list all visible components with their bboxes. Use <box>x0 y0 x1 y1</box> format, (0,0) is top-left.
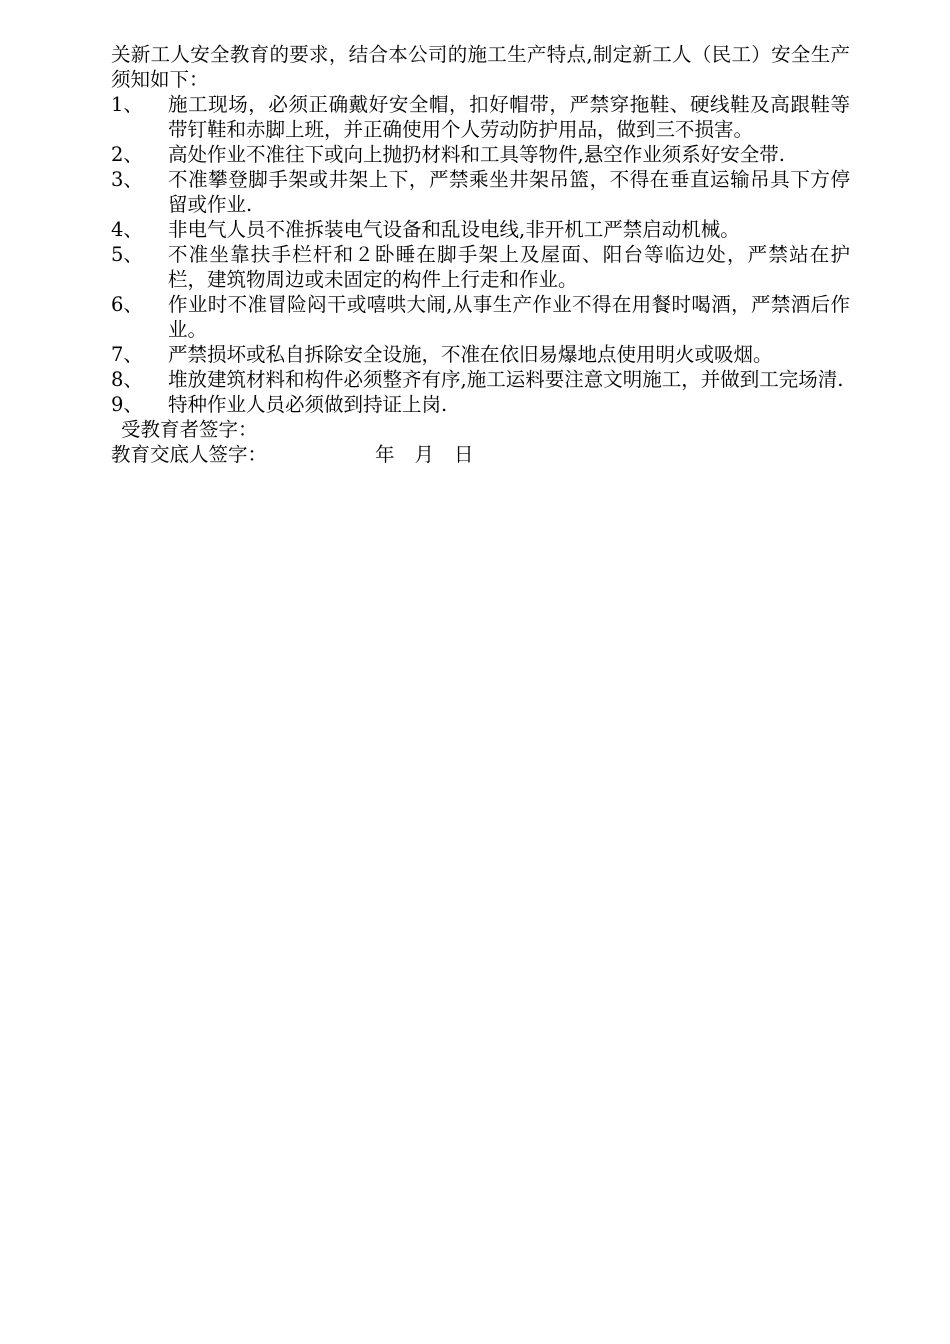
date-month: 月 <box>414 443 435 466</box>
date-year: 年 <box>375 443 395 466</box>
rule-number: 6、 <box>111 293 143 316</box>
document-page <box>111 42 850 467</box>
rule-number: 1、 <box>111 93 143 116</box>
list-item <box>111 92 850 142</box>
list-item <box>111 292 850 342</box>
list-item <box>111 167 850 217</box>
rule-number: 4、 <box>111 218 143 241</box>
rule-number: 5、 <box>111 243 143 266</box>
rule-text: 非电气人员不准拆装电气设备和乱设电线,非开机工严禁启动机械。 <box>168 218 740 241</box>
rule-text: 特种作业人员必须做到持证上岗. <box>168 393 448 416</box>
rule-number: 7、 <box>111 343 143 366</box>
list-item <box>111 392 850 417</box>
rule-number: 3、 <box>111 168 143 191</box>
rule-text: 堆放建筑材料和构件必须整齐有序,施工运料要注意文明施工，并做到工完场清. <box>168 368 844 391</box>
rule-text: 施工现场，必须正确戴好安全帽，扣好帽带，严禁穿拖鞋、硬线鞋及高跟鞋等带钉鞋和赤脚上班，并正确使用个人劳动防护用品，做到三不损害。 <box>168 93 850 141</box>
rule-text: 不准攀登脚手架或井架上下，严禁乘坐井架吊篮，不得在垂直运输吊具下方停留或作业. <box>168 168 850 216</box>
trainer-signature-label: 教育交底人签字： <box>111 443 268 466</box>
date-day: 日 <box>454 443 474 466</box>
rule-text: 作业时不准冒险闷干或嘻哄大闹,从事生产作业不得在用餐时喝酒，严禁酒后作业。 <box>168 293 850 341</box>
list-item <box>111 342 850 367</box>
rule-text: 严禁损坏或私自拆除安全设施，不准在依旧易爆地点使用明火或吸烟。 <box>168 343 773 366</box>
intro-paragraph: 关新工人安全教育的要求，结合本公司的施工生产特点,制定新工人（民工）安全生产须知如下： <box>111 43 850 91</box>
rule-text: 不准坐靠扶手栏杆和２卧睡在脚手架上及屋面、阳台等临边处，严禁站在护栏，建筑物周边或未固定的构件上行走和作业。 <box>168 243 850 291</box>
rule-number: 8、 <box>111 368 143 391</box>
rule-number: 2、 <box>111 143 143 166</box>
list-item <box>111 217 850 242</box>
trainee-signature-line: 受教育者签字： <box>121 418 258 441</box>
trainer-signature-line <box>111 442 850 467</box>
rules-list <box>111 92 850 417</box>
list-item <box>111 242 850 292</box>
list-item <box>111 142 850 167</box>
list-item <box>111 367 850 392</box>
rule-text: 高处作业不准往下或向上抛扔材料和工具等物件,悬空作业须系好安全带. <box>168 143 785 166</box>
rule-number: 9、 <box>111 393 143 416</box>
